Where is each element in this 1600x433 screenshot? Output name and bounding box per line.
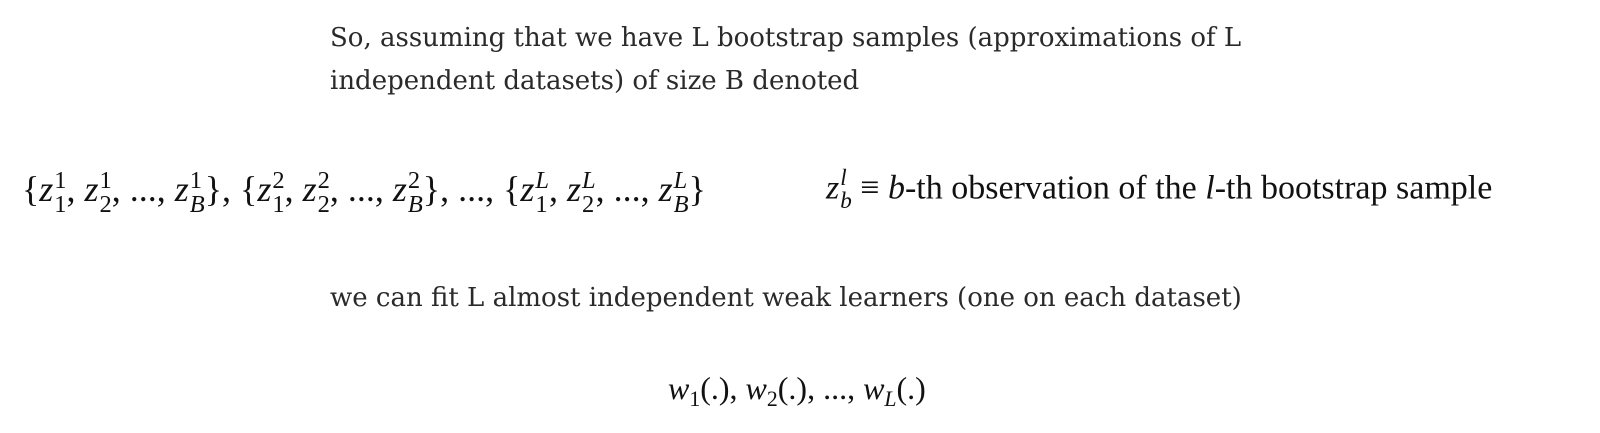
equiv-symbol: ≡ <box>860 169 880 207</box>
weak-learners-equation: $w_1(.)$, $w_2(.)$, ..., $w_L(.)$ <box>668 370 926 411</box>
sample-set-1: {z 1 1 , z 1 2 , ..., z 1 B } <box>22 166 223 219</box>
weak-learners-paragraph: we can fit L almost independent weak learners (one on each dataset) <box>330 283 1242 313</box>
learner-2: $w_2(.)$ <box>745 370 808 411</box>
intro-line-1: So, assuming that we have L bootstrap samples (approximations of L <box>330 23 1242 53</box>
sample-set-L: {z L 1 , z L 2 , ..., z L B } <box>503 166 706 219</box>
bootstrap-sets-equation: {z 1 1 , z 1 2 , ..., z 1 B }, {z 2 1 , z 2 2 , ..., z 2 B }, ..., {z L 1 , z L 2 , ..., z L B } <box>22 166 706 219</box>
learner-1: $w_1(.)$ <box>668 370 730 411</box>
intro-line-2: independent datasets) of size B denoted <box>330 66 860 96</box>
learner-L: $w_L(.)$ <box>863 370 926 411</box>
intro-paragraph <box>330 17 1241 103</box>
observation-definition: z l b ≡ b-th observation of the l-th bootstrap sample <box>826 165 1493 214</box>
sample-set-2: {z 2 1 , z 2 2 , ..., z 2 B } <box>240 166 441 219</box>
